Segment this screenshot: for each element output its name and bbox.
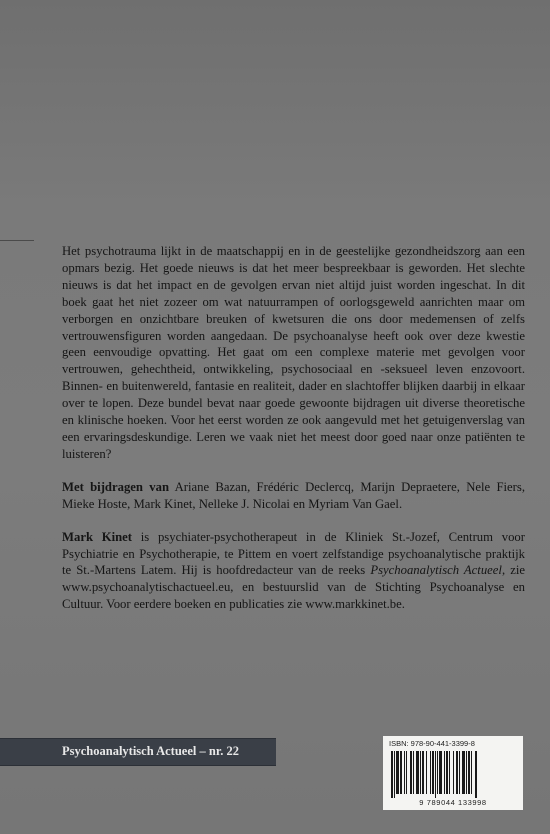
contributors-paragraph <box>62 479 525 513</box>
contributors-label: Met bijdragen van <box>62 479 170 494</box>
isbn-label: ISBN: 978-90-441-3399-8 <box>389 739 475 748</box>
author-name: Mark Kinet <box>62 529 133 544</box>
author-bio-paragraph <box>62 529 525 614</box>
author-bio-part2: , zie www.psychoanalytischactueel.eu, en bestuurslid van de Stichting Psychoanalyse en Cultuur. Voor eerdere boeken en publicaties zie www.markkinet.be. <box>62 563 525 612</box>
barcode-digits: 9 789044 133998 <box>419 798 487 807</box>
barcode-panel <box>383 736 523 810</box>
contributors-names: Ariane Bazan, Frédéric Declercq, Marijn Depraetere, Nele Fiers, Mieke Hoste, Mark Kinet, Nelleke J. Nicolai en Myriam Van Gael. <box>62 479 525 511</box>
decorative-rule <box>0 240 34 241</box>
series-title-italic: Psychoanalytisch Actueel <box>370 563 502 578</box>
series-label: Psychoanalytisch Actueel – nr. 22 <box>62 744 239 758</box>
blurb-paragraph: Het psychotrauma lijkt in de maatschappij en in de geestelijke gezondheidszorg aan een opmars bezig. Het goede nieuws is dat het meer bespreekbaar is geworden. Het slechte nieuws is dat het impact en de gevolgen ervan niet altijd juist worden ingeschat. In dit boek gaat het niet zozeer om wat natuurrampen of oorlogsgeweld aanrichten maar om verborgen en onzichtbare breuken of kwetsuren die ons door medemensen of zelfs vertrouwensfiguren worden aangedaan. De psychoanalyse heeft ook over deze kwestie geen eenvoudige opvatting. Het gaat om een complexe materie met gevolgen voor vertrouwen, gehechtheid, ontwikkeling, psychosociaal en -seksueel leven enzovoort. Binnen- en buitenwereld, fantasie en realiteit, dader en slachtoffer blijken daarbij in elkaar over te lopen. Deze bundel bevat naar goede gewoonte bijdragen uit diverse theoretische en klinische hoeken. Voor het eerst worden ze ook aangevuld met het getuigenverslag van een ervaringsdeskundige. Leren we vaak niet het meest door goed naar onze patiënten te luisteren? <box>62 244 525 461</box>
author-bio-part1: is psychiater-psychotherapeut in de Kliniek St.-Jozef, Centrum voor Psychiatrie en Psychotherapie, te Pittem en voert zelfstandige psychoanalytische praktijk te St.-Martens Latem. Hij is hoofdredacteur van de reeks <box>62 529 525 578</box>
back-cover-text <box>62 243 525 613</box>
barcode-icon <box>389 751 517 798</box>
